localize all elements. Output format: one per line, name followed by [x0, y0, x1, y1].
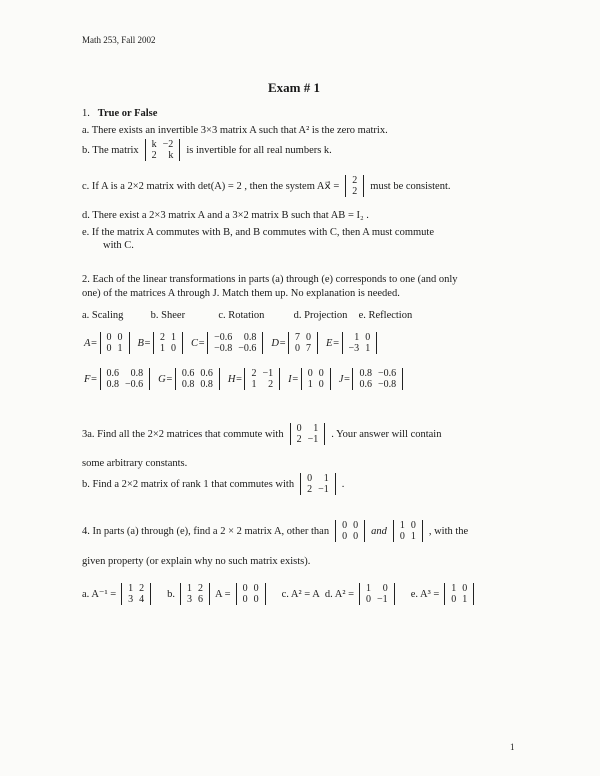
q2-options	[82, 309, 412, 322]
matrix-d-body	[288, 332, 318, 354]
matrix-j	[339, 368, 403, 390]
matrix-cell: 4	[139, 594, 145, 605]
matrix-row	[179, 379, 216, 390]
matrix-table	[397, 520, 419, 542]
matrix-b-label: B=	[137, 337, 151, 349]
matrix-b	[138, 332, 184, 354]
matrix-row	[104, 368, 147, 379]
q2-option-rotation: c. Rotation	[218, 310, 265, 321]
matrix-cell: 0	[318, 368, 324, 379]
matrix-row	[125, 583, 147, 594]
matrix-row	[104, 379, 147, 390]
matrix-row	[157, 343, 179, 354]
matrix-table	[346, 332, 374, 354]
matrix-cell: 1	[399, 520, 405, 531]
matrix-cell: 1	[323, 473, 329, 484]
q1-heading	[82, 107, 157, 120]
matrix-cell: 2	[352, 175, 358, 186]
matrix-a-body	[100, 332, 130, 354]
matrix-table	[349, 175, 360, 197]
matrix-cell: 0.8	[181, 379, 195, 390]
matrix-a	[84, 332, 130, 354]
matrix-cell: 0	[307, 368, 313, 379]
matrix-a-label: A=	[84, 337, 98, 349]
matrix-cell: −0.6	[214, 332, 233, 343]
matrix-row	[184, 583, 206, 594]
matrix-cell: 0	[253, 583, 259, 594]
q2-line1: 2. Each of the linear transformations in parts (a) through (e) corresponds to one (and only	[82, 274, 458, 285]
matrix-row	[149, 139, 177, 150]
matrix-cell: 2	[251, 368, 257, 379]
q3-a-line2: some arbitrary constants.	[82, 458, 188, 469]
matrix-d	[271, 332, 318, 354]
matrix-table	[149, 139, 177, 161]
matrix-table	[104, 368, 147, 390]
q1-part-c	[82, 175, 450, 197]
matrix-cell: 0.6	[106, 368, 119, 379]
matrix-cell: 1	[187, 583, 193, 594]
q2-option-reflection: e. Reflection	[358, 310, 413, 321]
matrix-table	[363, 583, 391, 605]
matrix-row	[248, 368, 276, 379]
matrix-table	[292, 332, 314, 354]
matrix-row	[240, 594, 262, 605]
q1-b-post: is invertible for all real numbers k.	[186, 144, 332, 156]
matrix-cell: −1	[307, 434, 319, 445]
q4-intro	[82, 520, 468, 542]
q3-a-post: . Your answer will contain	[331, 428, 442, 440]
matrix-row	[294, 434, 322, 445]
matrix-table	[125, 583, 147, 605]
matrix-row	[339, 531, 361, 542]
matrix-cell: 7	[306, 343, 312, 354]
q3-b-matrix	[300, 473, 336, 495]
matrix-cell: 2	[198, 583, 204, 594]
matrix-e-body	[342, 332, 378, 354]
matrix-i-label: I=	[288, 373, 299, 385]
q3-b-pre: b. Find a 2×2 matrix of rank 1 that commutes with	[82, 478, 295, 490]
q1-c-post: must be consistent.	[370, 180, 451, 192]
matrix-cell: 0	[253, 594, 259, 605]
matrix-cell: 0.6	[359, 379, 372, 390]
matrix-f	[84, 368, 150, 390]
matrix-cell: −0.6	[377, 368, 397, 379]
course-header: Math 253, Fall 2002	[82, 35, 156, 45]
matrix-cell: −0.6	[238, 343, 257, 354]
matrix-cell: 1	[251, 379, 257, 390]
matrix-cell: 1	[366, 583, 372, 594]
matrix-table	[356, 368, 399, 390]
matrix-cell: 0	[366, 594, 372, 605]
matrix-row	[349, 186, 360, 197]
matrix-cell: 0.8	[359, 368, 372, 379]
matrix-c-body	[207, 332, 263, 354]
matrix-cell: 0.8	[200, 379, 213, 390]
matrix-cell: 0	[365, 332, 371, 343]
matrix-cell: 3	[187, 594, 193, 605]
matrix-row	[294, 423, 322, 434]
q4-and: and	[371, 525, 387, 537]
q2-option-sheer: b. Sheer	[150, 310, 186, 321]
matrix-cell: 0	[117, 332, 123, 343]
matrix-cell: 1	[160, 343, 165, 354]
matrix-row	[448, 583, 470, 594]
q1-part-e-cont: with C.	[103, 240, 134, 251]
matrix-cell: −0.8	[214, 343, 233, 354]
matrix-cell: 3	[128, 594, 134, 605]
matrix-row	[346, 343, 374, 354]
matrix-cell: 0.8	[106, 379, 119, 390]
q4-identity-matrix	[393, 520, 423, 542]
matrix-row	[292, 332, 314, 343]
matrix-cell: 7	[295, 332, 301, 343]
matrix-cell: 0	[318, 379, 324, 390]
q4-d-matrix	[359, 583, 395, 605]
matrix-cell: −1	[318, 484, 329, 495]
q1-number: 1.	[82, 108, 90, 119]
matrix-cell: 1	[462, 594, 468, 605]
matrix-row	[339, 520, 361, 531]
matrix-row	[304, 484, 332, 495]
matrix-g-label: G=	[158, 373, 173, 385]
matrix-table	[339, 520, 361, 542]
matrix-cell: 0	[342, 520, 348, 531]
matrix-cell: 1	[365, 343, 371, 354]
matrix-cell: 1	[307, 379, 313, 390]
matrix-cell: k	[151, 139, 157, 150]
q3-part-b	[82, 473, 344, 495]
matrix-i-body	[301, 368, 331, 390]
matrix-h-body	[244, 368, 280, 390]
q1-b-pre: b. The matrix	[82, 144, 139, 156]
q4-b-matrix	[180, 583, 210, 605]
matrix-cell: 2	[268, 379, 274, 390]
matrix-row	[184, 594, 206, 605]
matrix-cell: −1	[262, 368, 274, 379]
matrix-table	[448, 583, 470, 605]
matrix-row	[211, 343, 259, 354]
matrix-cell: 0	[296, 423, 302, 434]
matrix-row	[149, 150, 177, 161]
matrix-table	[104, 332, 126, 354]
matrix-e-label: E=	[326, 337, 340, 349]
q3-a-matrix	[290, 423, 326, 445]
matrix-i	[288, 368, 331, 390]
matrix-cell: 0	[295, 343, 301, 354]
q1-c-pre: c. If A is a 2×2 matrix with det(A) = 2 , then the system Ax⃗ =	[82, 180, 340, 192]
matrix-cell: 0	[462, 583, 468, 594]
matrix-c	[191, 332, 263, 354]
matrix-b-body	[153, 332, 183, 354]
matrix-row	[304, 473, 332, 484]
matrix-cell: 2	[139, 583, 145, 594]
matrix-e	[326, 332, 377, 354]
matrix-cell: −0.6	[125, 379, 144, 390]
matrix-cell: 0	[171, 343, 176, 354]
matrix-table	[248, 368, 276, 390]
matrix-table	[294, 423, 322, 445]
q4-d-label: d. A² =	[324, 588, 355, 600]
matrix-cell: 0	[382, 583, 388, 594]
matrix-f-label: F=	[84, 373, 98, 385]
matrix-cell: 2	[352, 186, 358, 197]
matrix-table	[305, 368, 327, 390]
matrix-row	[211, 332, 259, 343]
matrix-row	[305, 379, 327, 390]
matrix-row	[305, 368, 327, 379]
matrix-cell: 2	[296, 434, 302, 445]
matrix-cell: 0	[106, 343, 112, 354]
q4-pre: 4. In parts (a) through (e), find a 2 × 2 matrix A, other than	[82, 525, 330, 537]
q1-b-matrix	[145, 139, 181, 161]
q1-c-vector	[345, 175, 364, 197]
matrix-row	[292, 343, 314, 354]
matrix-cell: 0	[399, 531, 405, 542]
matrix-row	[104, 332, 126, 343]
matrix-row	[157, 332, 179, 343]
matrix-row	[356, 379, 399, 390]
matrix-cell: 1	[117, 343, 123, 354]
q2-option-scaling: a. Scaling	[82, 310, 124, 321]
matrix-row	[363, 594, 391, 605]
q1-part-a: a. There exists an invertible 3×3 matrix A such that A² is the zero matrix.	[82, 125, 388, 136]
matrix-h	[228, 368, 280, 390]
matrix-f-body	[100, 368, 151, 390]
matrix-row	[104, 343, 126, 354]
q4-b-mid: A =	[215, 588, 231, 600]
q4-zero-matrix	[335, 520, 365, 542]
q4-post: , with the	[428, 525, 469, 537]
matrix-row	[179, 368, 216, 379]
q4-c-label: c. A² = A	[281, 588, 320, 600]
matrix-table	[240, 583, 262, 605]
matrix-row	[356, 368, 399, 379]
matrix-cell: 0	[306, 332, 312, 343]
matrix-cell: 0.8	[130, 368, 144, 379]
matrix-cell: −2	[162, 139, 174, 150]
matrix-cell: 0.8	[243, 332, 257, 343]
matrix-cell: 6	[198, 594, 204, 605]
q1-part-e: e. If the matrix A commutes with B, and B commutes with C, then A must commute	[82, 227, 435, 238]
q4-e-label: e. A³ =	[410, 588, 440, 600]
matrix-row	[248, 379, 276, 390]
matrix-cell: 0	[342, 531, 348, 542]
matrix-h-label: H=	[227, 373, 243, 385]
matrix-cell: 0	[451, 594, 457, 605]
matrix-table	[184, 583, 206, 605]
matrix-g-body	[175, 368, 220, 390]
matrix-cell: 1	[410, 531, 416, 542]
matrix-cell: 1	[313, 423, 319, 434]
matrix-cell: 0	[307, 473, 313, 484]
matrix-row	[448, 594, 470, 605]
q4-line2: given property (or explain why no such matrix exists).	[82, 556, 311, 567]
matrix-table	[211, 332, 259, 354]
matrix-cell: 1	[354, 332, 360, 343]
q2-matrices-row1	[84, 332, 377, 354]
q4-a-label: a. A⁻¹ =	[82, 588, 117, 600]
matrix-table	[179, 368, 216, 390]
q3-part-a	[82, 423, 441, 445]
q2-line2: one) of the matrices A through J. Match them up. No explanation is needed.	[82, 288, 400, 299]
q4-parts	[82, 583, 474, 605]
matrix-cell: 0	[242, 583, 248, 594]
q1-part-d: d. There exist a 2×3 matrix A and a 3×2 matrix B such that AB = I₂ .	[82, 210, 369, 221]
matrix-cell: k	[168, 150, 174, 161]
matrix-d-label: D=	[271, 337, 287, 349]
matrix-row	[240, 583, 262, 594]
q2-option-projection: d. Projection	[293, 310, 348, 321]
page-number: 1	[510, 742, 515, 752]
q4-a-matrix	[121, 583, 151, 605]
matrix-table	[157, 332, 179, 354]
matrix-g	[158, 368, 220, 390]
matrix-cell: −1	[377, 594, 388, 605]
q4-b-result	[236, 583, 266, 605]
matrix-j-body	[352, 368, 403, 390]
matrix-row	[397, 520, 419, 531]
matrix-cell: 0	[106, 332, 112, 343]
matrix-row	[397, 531, 419, 542]
q3-b-post: .	[341, 478, 345, 490]
matrix-j-label: J=	[338, 373, 351, 385]
matrix-cell: 0.6	[200, 368, 213, 379]
matrix-cell: −3	[348, 343, 360, 354]
q2-matrices-row2	[84, 368, 403, 390]
matrix-row	[346, 332, 374, 343]
matrix-c-label: C=	[191, 337, 206, 349]
matrix-row	[125, 594, 147, 605]
matrix-cell: −0.8	[377, 379, 397, 390]
matrix-cell: 0.6	[181, 368, 195, 379]
matrix-cell: 2	[160, 332, 165, 343]
matrix-cell: 2	[307, 484, 313, 495]
matrix-cell: 0	[410, 520, 416, 531]
matrix-cell: 0	[242, 594, 248, 605]
q1-part-b	[82, 139, 332, 161]
matrix-cell: 1	[128, 583, 134, 594]
matrix-cell: 0	[353, 531, 359, 542]
page-title: Exam # 1	[268, 80, 320, 95]
matrix-table	[304, 473, 332, 495]
q4-e-matrix	[444, 583, 474, 605]
matrix-row	[349, 175, 360, 186]
matrix-row	[363, 583, 391, 594]
q3-a-pre: 3a. Find all the 2×2 matrices that commute with	[82, 428, 284, 440]
q1-heading-text: True or False	[97, 108, 158, 119]
matrix-cell: 1	[451, 583, 457, 594]
q4-b-label: b.	[167, 588, 176, 600]
matrix-cell: 2	[151, 150, 157, 161]
matrix-cell: 0	[353, 520, 359, 531]
matrix-cell: 1	[171, 332, 176, 343]
